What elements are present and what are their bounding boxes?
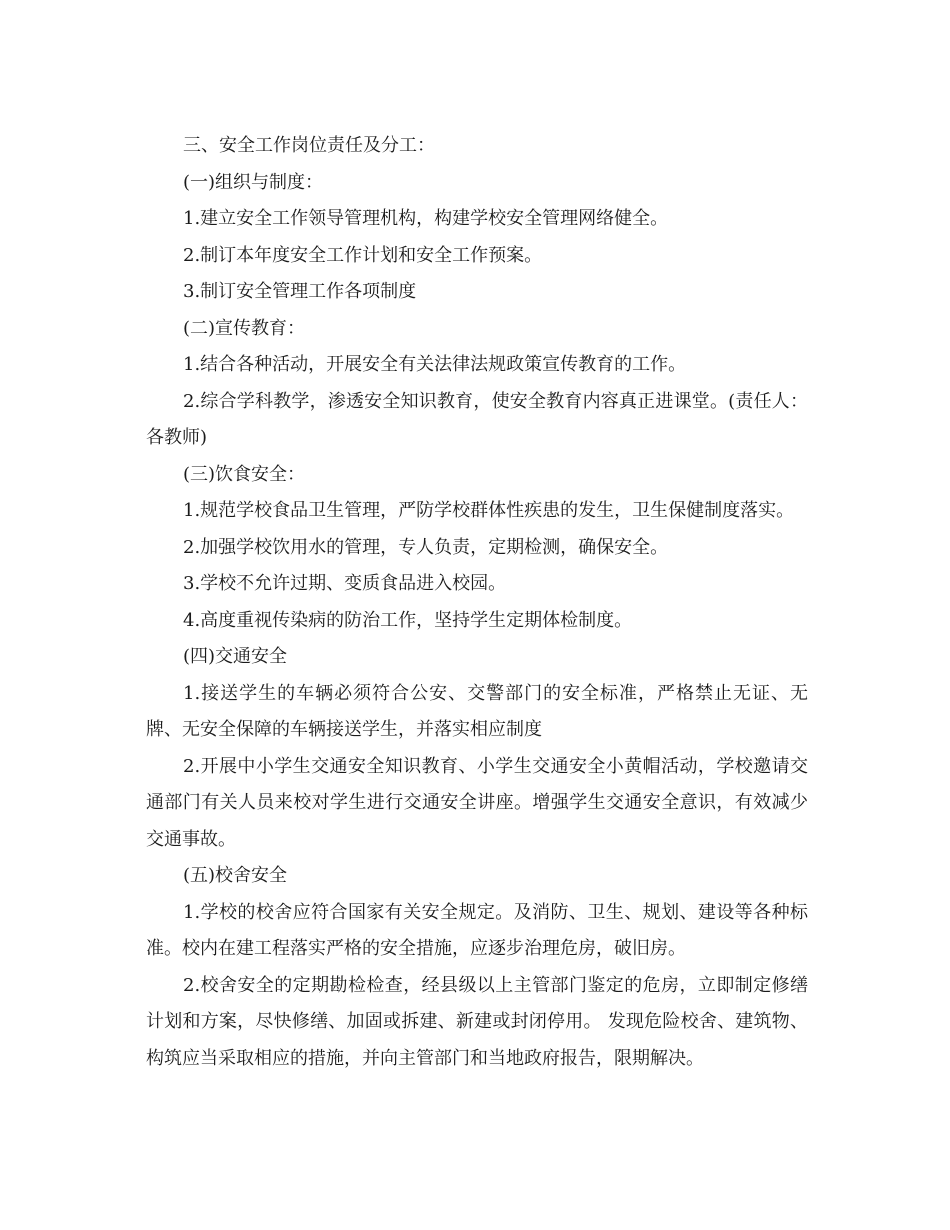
list-item: 1.建立安全工作领导管理机构，构建学校安全管理网络健全。	[183, 208, 669, 229]
subsection-heading: (三)饮食安全：	[183, 463, 306, 485]
document-body	[146, 128, 808, 1077]
list-item: 1.学校的校舍应符合国家有关安全规定。及消防、卫生、规划、建设等各种标准。校内在建工程落实严格的安全措施，应逐步治理危房，破旧房。	[146, 901, 808, 959]
subsection-heading: (二)宣传教育：	[183, 317, 306, 339]
list-item: 1.规范学校食品卫生管理，严防学校群体性疾患的发生，卫生保健制度落实。	[183, 500, 795, 521]
list-item: 2.加强学校饮用水的管理，专人负责，定期检测，确保安全。	[183, 536, 669, 558]
list-item: 3.制订安全管理工作各项制度	[183, 281, 417, 302]
list-item: 1.接送学生的车辆必须符合公安、交警部门的安全标准，严格禁止无证、无牌、无安全保障的车辆接送学生，并落实相应制度	[146, 682, 808, 740]
list-item: 2.校舍安全的定期勘检检查，经县级以上主管部门鉴定的危房，立即制定修缮计划和方案，尽快修缮、加固或拆建、新建或封闭停用。 发现危险校舍、建筑物、构筑应当采取相应的措施，并向主管部门和当地政府报告，限期解决。	[146, 974, 808, 1069]
list-item: 1.结合各种活动，开展安全有关法律法规政策宣传教育的工作。	[183, 354, 687, 375]
subsection-heading: (一)组织与制度：	[183, 171, 324, 193]
list-item: 3.学校不允许过期、变质食品进入校园。	[183, 573, 507, 594]
subsection-heading: (四)交通安全	[183, 646, 288, 667]
list-item: 2.综合学科教学，渗透安全知识教育，使安全教育内容真正进课堂。(责任人：各教师)	[146, 390, 808, 448]
section-heading: 三、安全工作岗位责任及分工：	[183, 135, 435, 156]
subsection-heading: (五)校舍安全	[183, 865, 288, 886]
list-item: 2.开展中小学生交通安全知识教育、小学生交通安全小黄帽活动，学校邀请交通部门有关人员来校对学生进行交通安全讲座。增强学生交通安全意识，有效减少交通事故。	[146, 755, 808, 850]
list-item: 2.制订本年度安全工作计划和安全工作预案。	[183, 244, 543, 266]
list-item: 4.高度重视传染病的防治工作，坚持学生定期体检制度。	[183, 609, 633, 631]
